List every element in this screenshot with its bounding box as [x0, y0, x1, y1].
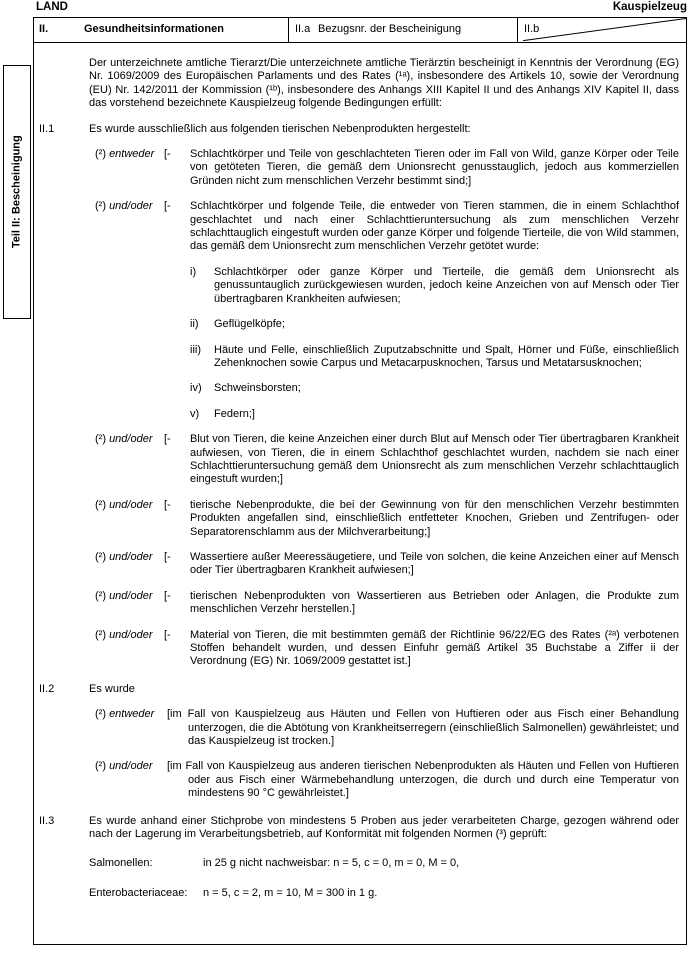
- header-table: [33, 17, 687, 43]
- item-text: Wassertiere außer Meeressäugetiere, und Teile von solchen, die keine Anzeichen einer auf Mensch oder Tier übertragbaren Krankheit aufwiesen;]: [190, 550, 679, 577]
- sub-item: [190, 266, 679, 306]
- ref-label: Bezugsnr. der Bescheinigung: [318, 23, 462, 36]
- certificate-body: [33, 42, 687, 945]
- iib-code: II.b: [524, 23, 540, 36]
- footnote-marker: (²): [95, 589, 106, 602]
- footnote-marker: (²): [95, 148, 106, 161]
- condition-item: [89, 760, 679, 800]
- item-label: [89, 499, 164, 539]
- header-cell-iib: [517, 18, 686, 42]
- sub-item: [190, 382, 679, 395]
- product-label: Kauspielzeug: [612, 1, 687, 13]
- condition-item: [89, 433, 679, 487]
- item-conjunction: und/oder: [109, 628, 153, 641]
- header-cell-title: [34, 18, 288, 42]
- item-label: [89, 433, 164, 487]
- sub-item: [190, 408, 679, 421]
- footnote-marker: (²): [95, 628, 106, 641]
- sub-item: [190, 318, 679, 331]
- section-lead: Es wurde anhand einer Stichprobe von mindestens 5 Proben aus jeder verarbeiteten Charge, gezogen während oder nach der Lagerung im Verarbeitungsbetrieb, auf Konformität mit folgenden Normen (³) geprüft:: [89, 814, 679, 841]
- section-number: II.3: [39, 814, 55, 827]
- item-conjunction: und/oder: [109, 550, 153, 563]
- footnote-marker: (²): [95, 550, 106, 563]
- sub-item-text: Häute und Felle, einschließlich Zuputzabschnitte und Spalt, Hörner und Füße, einschließlich Zehenknochen sowie Carpus und Metacarpusknochen, Tarsus und Metatarsusknochen;: [214, 343, 679, 369]
- section-ii-number: II.: [39, 23, 49, 36]
- item-text: [im Fall von Kauspielzeug aus anderen tierischen Nebenprodukten als Häuten und Fellen von Huftieren oder aus Fisch einer Wärmebehandlung unterzogen, die durch und durch eine Temperatur von mindestens 90 °C gewährleistet.]: [167, 760, 679, 800]
- bracket: [-: [164, 589, 171, 602]
- condition-item: [89, 148, 679, 188]
- test-name: Enterobacteriaceae:: [89, 886, 188, 899]
- sidebar-part-label-box: [3, 65, 31, 319]
- test-row-salmonella: [89, 857, 679, 870]
- condition-item: [89, 590, 679, 617]
- bracket: [-: [164, 433, 171, 446]
- footnote-marker: (²): [95, 433, 106, 446]
- condition-item: [89, 551, 679, 578]
- sub-item-number: ii): [190, 318, 199, 331]
- sub-item: [190, 344, 679, 371]
- item-label: [89, 708, 167, 748]
- condition-item: [89, 499, 679, 539]
- item-label: [89, 148, 164, 188]
- sub-item-text: Geflügelköpfe;: [214, 318, 285, 331]
- intro-paragraph: Der unterzeichnete amtliche Tierarzt/Die unterzeichnete amtliche Tierärztin bescheinigt in Kenntnis der Verordnung (EG) Nr. 1069/2009 des Europäischen Parlaments und des Rates (¹ᵃ), insbesondere des Artikels 10, sowie der Verordnung (EU) Nr. 142/2011 der Kommission (¹ᵇ), insbesondere des Anhangs XIII Kapitel II und des Anhangs XIV Kapitel II, dass das vorstehend bezeichnete Kauspielzeug folgende Bedingungen erfüllt:: [89, 57, 679, 110]
- bracket: [-: [164, 200, 171, 213]
- item-text: Schlachtkörper und Teile von geschlachteten Tieren oder im Fall von Wild, ganze Körper oder Teile von getöteten Tieren, die gemäß dem Unionsrecht genusstauglich, jedoch aus kommerziellen Gründen nicht zum menschlichen Verzehr bestimmt sind;]: [190, 148, 679, 187]
- item-conjunction: und/oder: [109, 433, 153, 446]
- section-ii3: [39, 814, 679, 901]
- item-text-block: [190, 200, 679, 421]
- sub-item-text: Schweinsborsten;: [214, 382, 301, 395]
- sub-item-number: iv): [190, 382, 202, 395]
- item-text: Schlachtkörper und folgende Teile, die entweder von Tieren stammen, die in einem Schlachthof geschlachtet und nach einer Schlachttieruntersuchung als zum menschlichen Verzehr schlachttauglich eingestuft wurden oder ganze Körper und folgende Tierteile, die von Wild stammen, das gemäß dem Unionsrecht zum menschlichen Verzehr getötet wurde:: [190, 200, 679, 253]
- item-text: tierischen Nebenprodukten von Wassertieren aus Betrieben oder Anlagen, die Produkte zum menschlichen Verzehr herstellen.]: [190, 589, 679, 616]
- diagonal-strike-line: [518, 18, 686, 42]
- footnote-marker: (²): [95, 760, 106, 773]
- item-conjunction: und/oder: [109, 760, 153, 773]
- page-header-row: [36, 1, 687, 14]
- sub-item-number: iii): [190, 343, 201, 356]
- test-name: Salmonellen:: [89, 857, 153, 870]
- test-value: in 25 g nicht nachweisbar: n = 5, c = 0, m = 0, M = 0,: [203, 857, 460, 870]
- section-ii1: [39, 122, 679, 669]
- bracket: [-: [164, 148, 171, 161]
- section-lead: Es wurde ausschließlich aus folgenden tierischen Nebenprodukten hergestellt:: [89, 122, 471, 135]
- footnote-marker: (²): [95, 708, 106, 721]
- bracket: [-: [164, 498, 171, 511]
- item-conjunction: entweder: [109, 708, 155, 721]
- condition-item: [89, 708, 679, 748]
- item-label: [89, 200, 164, 421]
- ref-code: II.a: [295, 23, 311, 36]
- item-label: [89, 760, 167, 800]
- item-label: [89, 551, 164, 578]
- section-lead: Es wurde: [89, 682, 135, 695]
- bracket: [-: [164, 628, 171, 641]
- item-text: Material von Tieren, die mit bestimmten gemäß der Richtlinie 96/22/EG des Rates (²ᵃ) verbotenen Stoffen behandelt wurden, und dessen Einfuhr gemäß Artikel 35 Buchstabe a Ziffer ii der Verordnung (EG) Nr. 1069/2009 gestattet ist.]: [190, 628, 679, 668]
- item-label: [89, 590, 164, 617]
- item-text: [im Fall von Kauspielzeug aus Häuten und Fellen von Huftieren oder aus Fisch einer Behandlung unterzogen, die die Abtötung von Krankheitserregern (einschließlich Salmonellen) gewährleistet; und das Kauspielzeug ist trocken.]: [167, 708, 679, 748]
- item-conjunction: und/oder: [109, 200, 153, 213]
- sub-item-text: Federn;]: [214, 407, 255, 420]
- footnote-marker: (²): [95, 200, 106, 213]
- test-row-enterobacteriaceae: [89, 887, 679, 900]
- section-ii-title: Gesundheitsinformationen: [84, 23, 224, 36]
- condition-item: [89, 629, 679, 669]
- sub-item-text: Schlachtkörper oder ganze Körper und Tierteile, die gemäß dem Unionsrecht als genussuntauglich zurückgewiesen wurden, jedoch keine Anzeichen von auf Mensch oder Tier übertragbaren Krankheiten aufwiesen;: [214, 265, 679, 305]
- sub-item-number: i): [190, 265, 197, 278]
- test-value: n = 5, c = 2, m = 10, M = 300 in 1 g.: [203, 886, 378, 899]
- section-number: II.1: [39, 122, 55, 135]
- bracket: [-: [164, 550, 171, 563]
- item-label: [89, 629, 164, 669]
- item-conjunction: und/oder: [109, 589, 153, 602]
- item-conjunction: entweder: [109, 148, 155, 161]
- item-text: tierische Nebenprodukte, die bei der Gewinnung von für den menschlichen Verzehr bestimmten Produkten angefallen sind, einschließlich entfetteter Knochen, Grieben und Zentrifugen- oder Separatorenschlamm aus der Milchverarbeitung;]: [190, 498, 679, 538]
- item-conjunction: und/oder: [109, 498, 153, 511]
- item-text: Blut von Tieren, die keine Anzeichen einer durch Blut auf Mensch oder Tier übertragbaren Krankheit aufwiesen, von Tieren, die in einem Schlachthof geschlachtet wurden, nachdem sie nach einer Schlachttieruntersuchung gemäß dem Unionsrecht als zum menschlichen Verzehr schlachttauglich eingestuft wurden;]: [190, 433, 679, 486]
- condition-item: [89, 200, 679, 421]
- section-ii2: [39, 682, 679, 801]
- sidebar-part-label: Teil II: Bescheinigung: [10, 135, 23, 249]
- country-label: LAND: [36, 1, 68, 13]
- header-cell-reference: [288, 18, 517, 42]
- sub-item-number: v): [190, 407, 200, 420]
- section-number: II.2: [39, 682, 55, 695]
- footnote-marker: (²): [95, 498, 106, 511]
